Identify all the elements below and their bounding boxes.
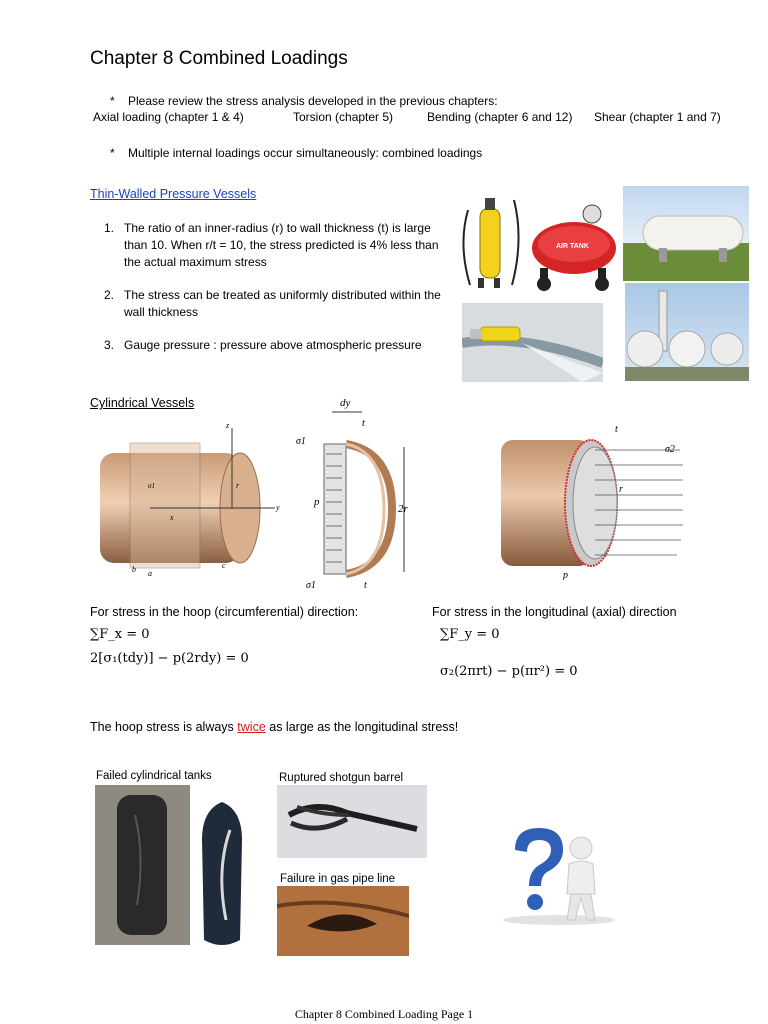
bullet-marker: * [110, 146, 115, 160]
air-tank-photo [528, 200, 620, 295]
label-2r: 2r [398, 503, 408, 515]
conclusion-pre: The hoop stress is always [90, 720, 238, 734]
bullet-review-text: Please review the stress analysis developed in the previous chapters: [128, 94, 498, 108]
failed-tank-photo-2 [196, 790, 248, 950]
label-c: c [222, 561, 226, 570]
hoop-equation-2: 2[σ₁(tdy)] − p(2rdy) = 0 [90, 651, 249, 666]
label-sigma1: σ1 [148, 482, 155, 490]
label-t-bottom: t [364, 580, 367, 591]
bullet-review [110, 94, 498, 108]
label-r: r [236, 481, 240, 490]
list-item [104, 220, 454, 271]
criteria-list [104, 220, 454, 370]
conclusion-emphasis: twice [237, 720, 266, 734]
list-number: 2. [104, 288, 115, 302]
label-sigma1-bottom: σ1 [306, 580, 316, 591]
scuba-tank-photo [458, 190, 526, 300]
label-b: b [132, 565, 136, 574]
label-dy: dy [340, 397, 351, 409]
label-t-top: t [362, 418, 365, 429]
label-p: p [314, 496, 320, 508]
section-link-thin-walled[interactable]: Thin-Walled Pressure Vessels [90, 187, 257, 201]
list-text: The ratio of an inner-radius (r) to wall thickness (t) is large than 10. When r/t = 10, the stress predicted is 4% less than the actual maximum stress [124, 221, 439, 269]
conclusion-text [90, 720, 458, 734]
label-p: p [563, 570, 568, 580]
failed-tank-photo-1 [95, 785, 190, 945]
longitudinal-equation-1: ∑F_y = 0 [440, 627, 500, 642]
chapter-shear: Shear (chapter 1 and 7) [594, 110, 721, 124]
conclusion-post: as large as the longitudinal stress! [265, 720, 459, 734]
cylinder-axes-diagram [90, 418, 290, 583]
axis-z-label: z [226, 421, 230, 430]
hoop-section-diagram [292, 392, 422, 592]
water-hose-photo [462, 303, 603, 382]
bullet-marker: * [110, 94, 115, 108]
caption-failed-tanks: Failed cylindrical tanks [96, 770, 212, 782]
longitudinal-section-diagram [495, 420, 690, 580]
axis-x-label: x [170, 513, 174, 522]
list-item [104, 337, 454, 354]
list-number: 1. [104, 221, 115, 235]
label-sigma2: σ2 [665, 444, 675, 455]
cylindrical-heading: Cylindrical Vessels [90, 396, 195, 410]
longitudinal-heading: For stress in the longitudinal (axial) direction [432, 605, 677, 619]
label-r: r [619, 484, 623, 495]
longitudinal-equation-2: σ₂(2πrt) − p(πr²) = 0 [440, 664, 578, 679]
list-text: Gauge pressure : pressure above atmospheric pressure [124, 338, 422, 352]
list-item [104, 287, 454, 321]
label-sigma1-top: σ1 [296, 436, 306, 447]
axis-y-label: y [276, 503, 280, 512]
page-title: Chapter 8 Combined Loadings [90, 48, 348, 69]
air-tank-label: AIR TANK [556, 243, 589, 250]
list-text: The stress can be treated as uniformly distributed within the wall thickness [124, 288, 441, 319]
question-mark-figure [497, 820, 619, 926]
bullet-combined-text: Multiple internal loadings occur simultaneously: combined loadings [128, 146, 483, 160]
chapter-axial: Axial loading (chapter 1 & 4) [93, 110, 244, 124]
gas-pipe-photo [277, 886, 409, 956]
label-a: a [148, 569, 152, 578]
bullet-combined [110, 146, 482, 160]
hoop-heading: For stress in the hoop (circumferential) direction: [90, 605, 359, 619]
spherical-tanks-photo [625, 283, 749, 381]
caption-gas-pipe: Failure in gas pipe line [280, 873, 396, 885]
caption-shotgun: Ruptured shotgun barrel [279, 772, 404, 784]
propane-tank-photo [623, 186, 749, 281]
label-t: t [615, 424, 618, 435]
page-footer: Chapter 8 Combined Loading Page 1 [294, 1007, 474, 1021]
hoop-equation-1: ∑F_x = 0 [90, 627, 150, 642]
list-number: 3. [104, 338, 115, 352]
chapter-torsion: Torsion (chapter 5) [293, 110, 394, 124]
chapter-bending: Bending (chapter 6 and 12) [427, 110, 573, 124]
chapter-list [93, 110, 743, 124]
shotgun-barrel-photo [277, 785, 427, 858]
